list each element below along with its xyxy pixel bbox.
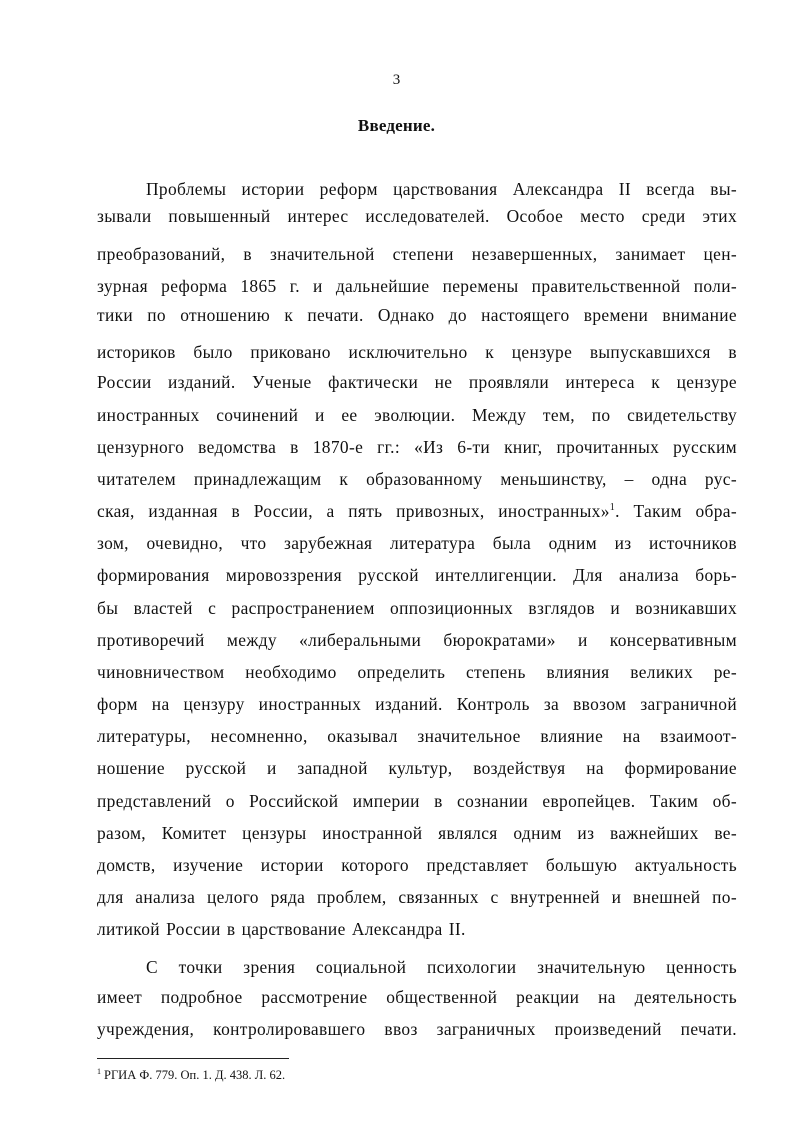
text-line-1: Проблемы истории реформ царствования Александра II всегда вы- — [146, 179, 737, 199]
text-line-17: форм на цензуру иностранных изданий. Контроль за ввозом заграничной — [97, 694, 737, 714]
text-line-16: чиновничеством необходимо определить степень влияния великих ре- — [97, 662, 737, 682]
footnote-text: РГИА Ф. 779. Оп. 1. Д. 438. Л. 62. — [104, 1068, 286, 1082]
text-line-20: представлений о Российской империи в сознании европейцев. Таким об- — [97, 791, 737, 811]
footnote — [97, 1068, 285, 1083]
footnote-divider — [97, 1058, 289, 1059]
text-line-5: тики по отношению к печати. Однако до настоящего времени внимание — [97, 305, 737, 325]
text-line-19: ношение русской и западной культур, воздействуя на формирование — [97, 758, 737, 778]
text-line-24: литикой России в царствование Александра II. — [97, 919, 466, 939]
text-line-23: для анализа целого ряда проблем, связанных с внутренней и внешней по- — [97, 887, 737, 907]
text-line-11-part-2: . Таким обра- — [615, 501, 737, 521]
text-line-3: преобразований, в значительной степени незавершенных, занимает цен- — [97, 244, 737, 264]
footnote-reference: 1 — [609, 502, 616, 514]
section-heading: Введение. — [357, 116, 436, 135]
text-line-12: зом, очевидно, что зарубежная литература была одним из источников — [97, 533, 737, 553]
text-line-10: читателем принадлежащим к образованному меньшинству, – одна рус- — [97, 469, 737, 489]
text-line-7: России изданий. Ученые фактически не проявляли интереса к цензуре — [97, 372, 737, 392]
text-line-14: бы властей с распространением оппозиционных взглядов и возникавших — [97, 598, 737, 618]
text-line-9: цензурного ведомства в 1870-е гг.: «Из 6-ти книг, прочитанных русским — [97, 437, 737, 457]
text-line-13: формирования мировоззрения русской интеллигенции. Для анализа борь- — [97, 565, 737, 585]
text-line-27: учреждения, контролировавшего ввоз заграничных произведений печати. — [97, 1019, 737, 1039]
text-line-2: зывали повышенный интерес исследователей. Особое место среди этих — [97, 206, 737, 226]
text-line-6: историков было приковано исключительно к цензуре выпускавшихся в — [97, 342, 737, 362]
text-line-25: С точки зрения социальной психологии значительную ценность — [146, 957, 737, 977]
text-line-21: разом, Комитет цензуры иностранной являлся одним из важнейших ве- — [97, 823, 737, 843]
text-line-4: зурная реформа 1865 г. и дальнейшие перемены правительственной поли- — [97, 276, 737, 296]
footnote-marker: 1 — [97, 1066, 101, 1076]
text-line-11 — [97, 500, 737, 522]
text-line-26: имеет подробное рассмотрение общественной реакции на деятельность — [97, 987, 737, 1007]
page-number: 3 — [392, 72, 401, 88]
text-line-15: противоречий между «либеральными бюрократами» и консервативным — [97, 630, 737, 650]
text-line-18: литературы, несомненно, оказывал значительное влияние на взаимоот- — [97, 726, 737, 746]
text-line-11-part-1: ская, изданная в России, а пять привозных, иностранных» — [97, 501, 610, 521]
text-line-22: домств, изучение истории которого представляет большую актуальность — [97, 855, 737, 875]
text-line-8: иностранных сочинений и ее эволюции. Между тем, по свидетельству — [97, 405, 737, 425]
